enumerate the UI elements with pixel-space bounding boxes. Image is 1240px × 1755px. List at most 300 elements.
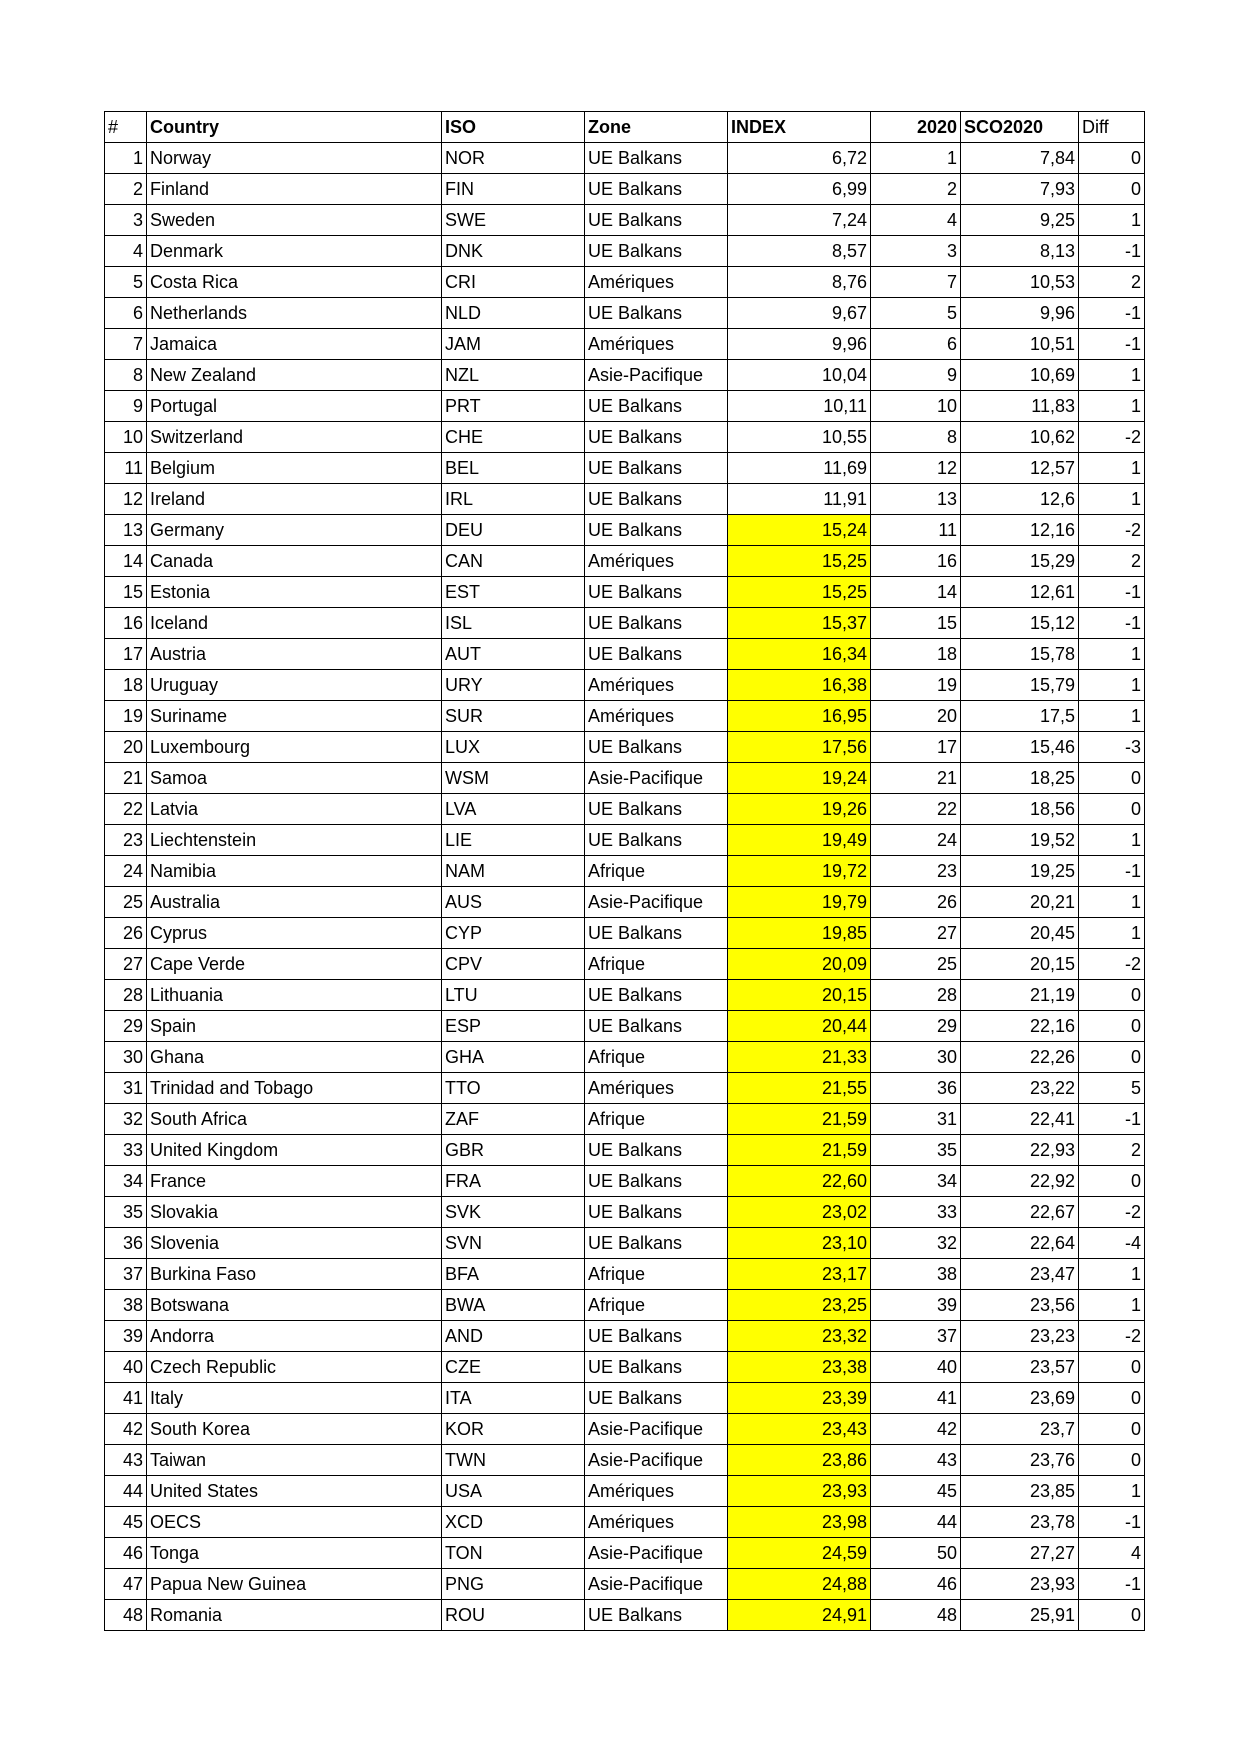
cell-2020: 5 [871,298,961,329]
cell-country: Belgium [147,453,442,484]
cell-diff: 2 [1079,267,1145,298]
cell-country: Burkina Faso [147,1259,442,1290]
cell-diff: 0 [1079,1600,1145,1631]
cell-sco2020: 22,16 [961,1011,1079,1042]
cell-zone: UE Balkans [585,1228,728,1259]
cell-rank: 30 [105,1042,147,1073]
cell-diff: -1 [1079,608,1145,639]
cell-sco2020: 22,26 [961,1042,1079,1073]
cell-zone: UE Balkans [585,1352,728,1383]
cell-2020: 21 [871,763,961,794]
cell-2020: 30 [871,1042,961,1073]
cell-2020: 42 [871,1414,961,1445]
cell-2020: 34 [871,1166,961,1197]
cell-rank: 15 [105,577,147,608]
cell-iso: SUR [442,701,585,732]
cell-country: Italy [147,1383,442,1414]
table-row [105,174,1145,205]
cell-2020: 40 [871,1352,961,1383]
cell-iso: GBR [442,1135,585,1166]
cell-rank: 2 [105,174,147,205]
table-row [105,1073,1145,1104]
cell-sco2020: 22,67 [961,1197,1079,1228]
cell-country: Iceland [147,608,442,639]
table-row [105,360,1145,391]
cell-iso: PRT [442,391,585,422]
cell-zone: Asie-Pacifique [585,1569,728,1600]
cell-iso: FRA [442,1166,585,1197]
cell-country: Cyprus [147,918,442,949]
table-row [105,639,1145,670]
table-row [105,1383,1145,1414]
cell-diff: 0 [1079,1352,1145,1383]
cell-country: Lithuania [147,980,442,1011]
cell-iso: TWN [442,1445,585,1476]
cell-index: 15,37 [728,608,871,639]
cell-iso: CAN [442,546,585,577]
cell-diff: 2 [1079,1135,1145,1166]
cell-sco2020: 15,46 [961,732,1079,763]
cell-diff: 1 [1079,639,1145,670]
cell-diff: -4 [1079,1228,1145,1259]
cell-sco2020: 9,25 [961,205,1079,236]
cell-country: Tonga [147,1538,442,1569]
cell-diff: 1 [1079,1476,1145,1507]
cell-2020: 28 [871,980,961,1011]
cell-zone: UE Balkans [585,1197,728,1228]
cell-zone: UE Balkans [585,980,728,1011]
cell-iso: AND [442,1321,585,1352]
cell-diff: -1 [1079,856,1145,887]
cell-iso: DNK [442,236,585,267]
cell-iso: KOR [442,1414,585,1445]
table-row [105,1042,1145,1073]
cell-country: Latvia [147,794,442,825]
cell-iso: AUT [442,639,585,670]
cell-iso: LTU [442,980,585,1011]
cell-iso: PNG [442,1569,585,1600]
cell-zone: UE Balkans [585,918,728,949]
cell-2020: 50 [871,1538,961,1569]
cell-iso: CPV [442,949,585,980]
table-row [105,484,1145,515]
table-row [105,732,1145,763]
cell-2020: 18 [871,639,961,670]
cell-zone: UE Balkans [585,1383,728,1414]
cell-2020: 12 [871,453,961,484]
cell-diff: 0 [1079,1011,1145,1042]
cell-sco2020: 22,41 [961,1104,1079,1135]
cell-index: 23,98 [728,1507,871,1538]
cell-iso: SWE [442,205,585,236]
cell-zone: UE Balkans [585,453,728,484]
cell-rank: 31 [105,1073,147,1104]
cell-zone: UE Balkans [585,1011,728,1042]
cell-rank: 46 [105,1538,147,1569]
cell-2020: 6 [871,329,961,360]
cell-sco2020: 25,91 [961,1600,1079,1631]
cell-rank: 12 [105,484,147,515]
cell-2020: 2 [871,174,961,205]
cell-iso: ITA [442,1383,585,1414]
cell-zone: Amériques [585,546,728,577]
cell-rank: 27 [105,949,147,980]
cell-country: Trinidad and Tobago [147,1073,442,1104]
cell-rank: 48 [105,1600,147,1631]
cell-diff: 2 [1079,546,1145,577]
cell-index: 21,59 [728,1104,871,1135]
cell-rank: 43 [105,1445,147,1476]
table-row [105,143,1145,174]
cell-rank: 21 [105,763,147,794]
cell-index: 9,96 [728,329,871,360]
cell-country: Suriname [147,701,442,732]
cell-iso: FIN [442,174,585,205]
cell-index: 16,95 [728,701,871,732]
cell-index: 10,11 [728,391,871,422]
cell-diff: -2 [1079,1197,1145,1228]
cell-2020: 10 [871,391,961,422]
cell-index: 24,88 [728,1569,871,1600]
table-row [105,1538,1145,1569]
table-row [105,918,1145,949]
cell-2020: 35 [871,1135,961,1166]
table-row [105,980,1145,1011]
cell-zone: UE Balkans [585,174,728,205]
cell-country: Austria [147,639,442,670]
cell-country: Norway [147,143,442,174]
cell-rank: 6 [105,298,147,329]
cell-zone: Asie-Pacifique [585,1445,728,1476]
cell-zone: UE Balkans [585,391,728,422]
table-row [105,763,1145,794]
cell-iso: URY [442,670,585,701]
cell-iso: SVN [442,1228,585,1259]
cell-sco2020: 23,7 [961,1414,1079,1445]
cell-country: New Zealand [147,360,442,391]
cell-country: Cape Verde [147,949,442,980]
cell-country: Namibia [147,856,442,887]
header-sco2020: SCO2020 [961,112,1079,143]
cell-sco2020: 23,93 [961,1569,1079,1600]
cell-2020: 15 [871,608,961,639]
cell-iso: LVA [442,794,585,825]
cell-rank: 35 [105,1197,147,1228]
header-2020: 2020 [871,112,961,143]
cell-iso: BWA [442,1290,585,1321]
cell-2020: 27 [871,918,961,949]
cell-sco2020: 22,92 [961,1166,1079,1197]
cell-zone: UE Balkans [585,298,728,329]
cell-iso: TON [442,1538,585,1569]
cell-index: 23,10 [728,1228,871,1259]
cell-diff: 0 [1079,980,1145,1011]
cell-sco2020: 23,78 [961,1507,1079,1538]
cell-rank: 34 [105,1166,147,1197]
cell-sco2020: 10,69 [961,360,1079,391]
cell-rank: 24 [105,856,147,887]
cell-rank: 28 [105,980,147,1011]
cell-rank: 19 [105,701,147,732]
cell-iso: GHA [442,1042,585,1073]
table-row [105,1011,1145,1042]
cell-2020: 45 [871,1476,961,1507]
cell-zone: Amériques [585,670,728,701]
cell-index: 24,59 [728,1538,871,1569]
table-row [105,236,1145,267]
cell-rank: 42 [105,1414,147,1445]
table-row [105,329,1145,360]
cell-country: Sweden [147,205,442,236]
cell-country: Czech Republic [147,1352,442,1383]
cell-sco2020: 23,47 [961,1259,1079,1290]
cell-index: 23,39 [728,1383,871,1414]
table-row [105,422,1145,453]
cell-country: France [147,1166,442,1197]
cell-country: Australia [147,887,442,918]
cell-sco2020: 17,5 [961,701,1079,732]
cell-country: South Korea [147,1414,442,1445]
cell-iso: TTO [442,1073,585,1104]
cell-country: OECS [147,1507,442,1538]
cell-sco2020: 12,57 [961,453,1079,484]
cell-index: 23,43 [728,1414,871,1445]
cell-country: Papua New Guinea [147,1569,442,1600]
cell-rank: 33 [105,1135,147,1166]
cell-diff: 1 [1079,825,1145,856]
cell-sco2020: 27,27 [961,1538,1079,1569]
cell-sco2020: 8,13 [961,236,1079,267]
table-row [105,267,1145,298]
table-row [105,856,1145,887]
cell-rank: 23 [105,825,147,856]
cell-rank: 26 [105,918,147,949]
cell-country: Estonia [147,577,442,608]
cell-2020: 25 [871,949,961,980]
cell-index: 23,32 [728,1321,871,1352]
cell-zone: UE Balkans [585,1600,728,1631]
cell-diff: 5 [1079,1073,1145,1104]
cell-zone: Afrique [585,1042,728,1073]
table-row [105,205,1145,236]
cell-zone: Amériques [585,329,728,360]
cell-rank: 9 [105,391,147,422]
cell-diff: -1 [1079,236,1145,267]
cell-zone: UE Balkans [585,825,728,856]
cell-rank: 36 [105,1228,147,1259]
cell-index: 21,55 [728,1073,871,1104]
cell-iso: ESP [442,1011,585,1042]
cell-diff: 1 [1079,670,1145,701]
cell-2020: 38 [871,1259,961,1290]
cell-index: 7,24 [728,205,871,236]
table-row [105,949,1145,980]
cell-diff: -1 [1079,1569,1145,1600]
table-row [105,515,1145,546]
cell-index: 17,56 [728,732,871,763]
cell-index: 8,57 [728,236,871,267]
cell-iso: EST [442,577,585,608]
cell-iso: CHE [442,422,585,453]
cell-country: Finland [147,174,442,205]
cell-zone: Afrique [585,1290,728,1321]
cell-iso: LUX [442,732,585,763]
cell-index: 21,33 [728,1042,871,1073]
cell-2020: 31 [871,1104,961,1135]
table-row [105,1414,1145,1445]
cell-sco2020: 22,93 [961,1135,1079,1166]
cell-2020: 44 [871,1507,961,1538]
cell-iso: ROU [442,1600,585,1631]
cell-2020: 7 [871,267,961,298]
cell-index: 11,91 [728,484,871,515]
cell-diff: -1 [1079,298,1145,329]
cell-iso: IRL [442,484,585,515]
cell-rank: 7 [105,329,147,360]
cell-diff: -1 [1079,329,1145,360]
cell-diff: -2 [1079,949,1145,980]
cell-iso: AUS [442,887,585,918]
cell-zone: UE Balkans [585,1321,728,1352]
cell-country: Liechtenstein [147,825,442,856]
cell-2020: 24 [871,825,961,856]
cell-index: 20,15 [728,980,871,1011]
cell-iso: DEU [442,515,585,546]
cell-2020: 39 [871,1290,961,1321]
cell-sco2020: 23,57 [961,1352,1079,1383]
cell-zone: Asie-Pacifique [585,763,728,794]
cell-iso: JAM [442,329,585,360]
cell-2020: 9 [871,360,961,391]
table-row [105,825,1145,856]
cell-diff: 1 [1079,205,1145,236]
cell-zone: Amériques [585,1507,728,1538]
cell-zone: UE Balkans [585,143,728,174]
cell-rank: 10 [105,422,147,453]
cell-2020: 48 [871,1600,961,1631]
cell-index: 19,49 [728,825,871,856]
cell-country: Denmark [147,236,442,267]
cell-country: Botswana [147,1290,442,1321]
cell-index: 23,86 [728,1445,871,1476]
cell-zone: Asie-Pacifique [585,1414,728,1445]
cell-rank: 11 [105,453,147,484]
cell-rank: 39 [105,1321,147,1352]
cell-rank: 47 [105,1569,147,1600]
table-row [105,1321,1145,1352]
cell-2020: 16 [871,546,961,577]
cell-sco2020: 23,76 [961,1445,1079,1476]
cell-index: 19,72 [728,856,871,887]
cell-sco2020: 12,16 [961,515,1079,546]
cell-diff: 1 [1079,453,1145,484]
cell-zone: UE Balkans [585,422,728,453]
cell-sco2020: 23,22 [961,1073,1079,1104]
cell-country: Costa Rica [147,267,442,298]
cell-iso: LIE [442,825,585,856]
cell-country: United States [147,1476,442,1507]
cell-index: 19,79 [728,887,871,918]
cell-country: Taiwan [147,1445,442,1476]
cell-sco2020: 12,61 [961,577,1079,608]
table-row [105,453,1145,484]
cell-index: 15,24 [728,515,871,546]
cell-rank: 1 [105,143,147,174]
cell-index: 22,60 [728,1166,871,1197]
table-row [105,1259,1145,1290]
header-rank: # [105,112,147,143]
cell-rank: 20 [105,732,147,763]
cell-sco2020: 21,19 [961,980,1079,1011]
cell-index: 23,93 [728,1476,871,1507]
table-row [105,1135,1145,1166]
cell-sco2020: 15,12 [961,608,1079,639]
cell-iso: XCD [442,1507,585,1538]
table-row [105,1445,1145,1476]
cell-zone: UE Balkans [585,236,728,267]
table-row [105,1352,1145,1383]
cell-zone: UE Balkans [585,1166,728,1197]
cell-sco2020: 10,53 [961,267,1079,298]
table-row [105,391,1145,422]
cell-country: Uruguay [147,670,442,701]
ranking-table [104,111,1145,1631]
header-country: Country [147,112,442,143]
cell-country: South Africa [147,1104,442,1135]
cell-sco2020: 19,25 [961,856,1079,887]
cell-2020: 32 [871,1228,961,1259]
cell-country: Ireland [147,484,442,515]
cell-zone: UE Balkans [585,205,728,236]
cell-diff: 4 [1079,1538,1145,1569]
cell-sco2020: 15,78 [961,639,1079,670]
cell-2020: 23 [871,856,961,887]
cell-diff: 0 [1079,763,1145,794]
cell-rank: 13 [105,515,147,546]
cell-diff: 0 [1079,1042,1145,1073]
cell-iso: BFA [442,1259,585,1290]
cell-2020: 36 [871,1073,961,1104]
cell-rank: 3 [105,205,147,236]
cell-sco2020: 15,29 [961,546,1079,577]
cell-2020: 17 [871,732,961,763]
cell-country: Romania [147,1600,442,1631]
cell-rank: 16 [105,608,147,639]
cell-rank: 22 [105,794,147,825]
cell-2020: 8 [871,422,961,453]
cell-rank: 18 [105,670,147,701]
cell-diff: -3 [1079,732,1145,763]
header-iso: ISO [442,112,585,143]
cell-sco2020: 23,69 [961,1383,1079,1414]
cell-iso: NAM [442,856,585,887]
cell-diff: -2 [1079,515,1145,546]
cell-2020: 3 [871,236,961,267]
table-row [105,1600,1145,1631]
cell-diff: 1 [1079,918,1145,949]
cell-index: 20,09 [728,949,871,980]
cell-index: 15,25 [728,577,871,608]
cell-diff: 1 [1079,360,1145,391]
cell-zone: Amériques [585,1476,728,1507]
cell-rank: 40 [105,1352,147,1383]
cell-iso: CZE [442,1352,585,1383]
cell-index: 19,85 [728,918,871,949]
cell-zone: UE Balkans [585,515,728,546]
table-row [105,608,1145,639]
table-row [105,298,1145,329]
cell-2020: 20 [871,701,961,732]
